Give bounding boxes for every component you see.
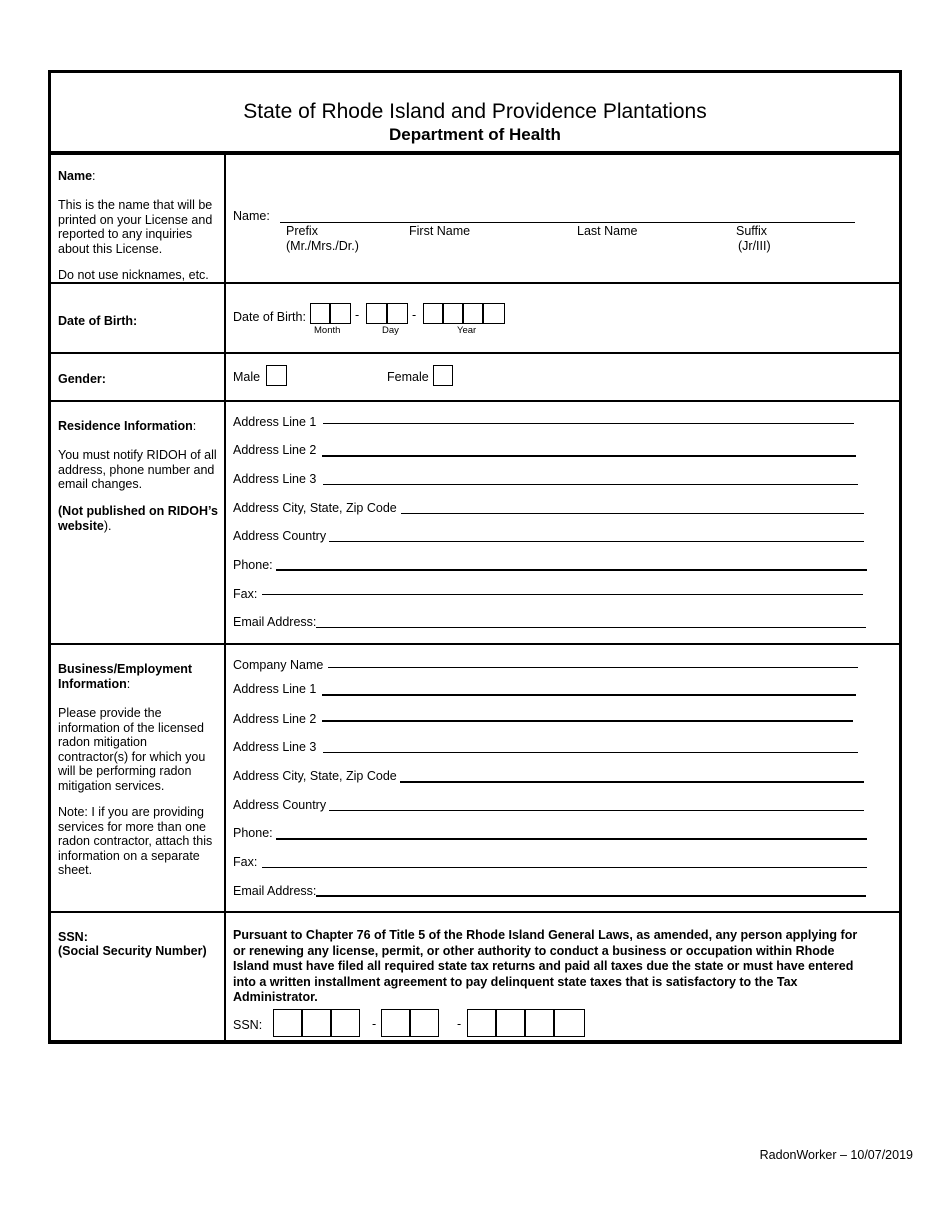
female-checkbox[interactable] bbox=[433, 365, 453, 386]
dob-field-label: Date of Birth: bbox=[233, 310, 306, 324]
res-fax-label: Fax: bbox=[233, 587, 258, 601]
dob-year-box-4[interactable] bbox=[483, 303, 505, 324]
bus-address1-label: Address Line 1 bbox=[233, 682, 317, 696]
res-email-label: Email Address: bbox=[233, 615, 317, 629]
name-description: This is the name that will be printed on your License and reported to any inquiries about this License. bbox=[58, 198, 213, 256]
res-address1-line[interactable] bbox=[323, 423, 854, 424]
res-city-line[interactable] bbox=[401, 513, 864, 514]
dob-year-box-1[interactable] bbox=[423, 303, 443, 324]
ssn-row bbox=[51, 913, 899, 1040]
name-row bbox=[51, 151, 899, 284]
residence-row bbox=[51, 402, 899, 645]
ssn-heading: SSN: bbox=[58, 930, 88, 944]
bus-email-line[interactable] bbox=[316, 895, 866, 897]
dob-heading: Date of Birth: bbox=[58, 314, 138, 328]
ssn-field-cell bbox=[226, 913, 899, 1040]
res-city-label: Address City, State, Zip Code bbox=[233, 501, 397, 515]
res-fax-line[interactable] bbox=[262, 594, 863, 595]
gender-heading: Gender: bbox=[58, 372, 106, 386]
dob-day-caption: Day bbox=[382, 325, 399, 336]
ssn-box-5[interactable] bbox=[410, 1009, 439, 1037]
name-field-cell bbox=[226, 151, 899, 282]
business-heading: Business/Employment Information: bbox=[58, 662, 193, 691]
ssn-box-6[interactable] bbox=[467, 1009, 496, 1037]
dob-field-cell bbox=[226, 284, 899, 352]
dob-label-cell bbox=[51, 284, 226, 352]
bus-address2-line[interactable] bbox=[322, 720, 853, 722]
business-description: Please provide the information of the licensed radon mitigation contractor(s) for which you will be performing radon mitigation services. bbox=[58, 706, 206, 793]
ssn-dash-1: - bbox=[372, 1017, 377, 1031]
suffix-label: Suffix bbox=[736, 224, 768, 238]
res-phone-line[interactable] bbox=[276, 569, 867, 571]
res-email-line[interactable] bbox=[316, 627, 866, 628]
bus-email-label: Email Address: bbox=[233, 884, 317, 898]
name-note: Do not use nicknames, etc. bbox=[58, 268, 209, 282]
prefix-hint: (Mr./Mrs./Dr.) bbox=[286, 239, 359, 253]
dob-month-box-2[interactable] bbox=[330, 303, 351, 324]
name-heading: Name: bbox=[58, 169, 96, 183]
form-subtitle: Department of Health bbox=[389, 125, 561, 144]
ssn-box-7[interactable] bbox=[496, 1009, 525, 1037]
bus-company-line[interactable] bbox=[328, 667, 858, 668]
application-form bbox=[48, 70, 902, 1044]
residence-description: You must notify RIDOH of all address, phone number and email changes. bbox=[58, 448, 217, 491]
ssn-field-label: SSN: bbox=[233, 1018, 263, 1032]
residence-field-cell bbox=[226, 402, 899, 643]
bus-address3-label: Address Line 3 bbox=[233, 740, 317, 754]
dob-year-box-2[interactable] bbox=[443, 303, 463, 324]
bus-address2-label: Address Line 2 bbox=[233, 712, 317, 726]
dob-day-box-2[interactable] bbox=[387, 303, 408, 324]
bus-phone-label: Phone: bbox=[233, 826, 273, 840]
name-field-label: Name: bbox=[233, 209, 270, 223]
female-label: Female bbox=[387, 370, 429, 384]
ssn-box-8[interactable] bbox=[525, 1009, 554, 1037]
ssn-box-3[interactable] bbox=[331, 1009, 360, 1037]
res-address2-label: Address Line 2 bbox=[233, 443, 317, 457]
business-field-cell bbox=[226, 645, 899, 911]
res-address2-line[interactable] bbox=[322, 455, 856, 457]
bus-phone-line[interactable] bbox=[276, 838, 867, 840]
ssn-box-9[interactable] bbox=[554, 1009, 585, 1037]
bus-address1-line[interactable] bbox=[322, 694, 856, 696]
res-address3-label: Address Line 3 bbox=[233, 472, 317, 486]
male-label: Male bbox=[233, 370, 261, 384]
bus-country-label: Address Country bbox=[233, 798, 327, 812]
res-address3-line[interactable] bbox=[323, 484, 858, 485]
bus-country-line[interactable] bbox=[329, 810, 864, 811]
dob-year-box-3[interactable] bbox=[463, 303, 483, 324]
form-title: State of Rhode Island and Providence Plantations bbox=[243, 100, 707, 123]
last-name-label: Last Name bbox=[577, 224, 638, 238]
business-row bbox=[51, 645, 899, 913]
ssn-heading-sub: (Social Security Number) bbox=[58, 944, 207, 958]
dob-row bbox=[51, 284, 899, 354]
form-footer: RadonWorker – 10/07/2019 bbox=[759, 1148, 913, 1162]
ssn-box-1[interactable] bbox=[273, 1009, 302, 1037]
dob-year-caption: Year bbox=[457, 325, 477, 336]
bus-address3-line[interactable] bbox=[323, 752, 858, 753]
ssn-box-4[interactable] bbox=[381, 1009, 410, 1037]
bus-city-line[interactable] bbox=[400, 781, 864, 783]
name-input-line[interactable] bbox=[280, 222, 855, 223]
dob-month-box-1[interactable] bbox=[310, 303, 330, 324]
prefix-label: Prefix bbox=[286, 224, 318, 238]
bus-fax-label: Fax: bbox=[233, 855, 258, 869]
gender-label-cell bbox=[51, 354, 226, 400]
form-header bbox=[51, 73, 899, 155]
residence-heading: Residence Information: bbox=[58, 419, 197, 433]
bus-city-label: Address City, State, Zip Code bbox=[233, 769, 397, 783]
first-name-label: First Name bbox=[409, 224, 471, 238]
tax-compliance-text: Pursuant to Chapter 76 of Title 5 of the Rhode Island General Laws, as amended, any person applying for or renewing any license, permit, or other authority to conduct a business or occupation within Rhode Island must have filed all required state tax returns and paid all taxes due the state or must have entered into a written installment agreement to pay delinquent state taxes that is satisfactory to the Tax Administrator. bbox=[233, 928, 858, 1004]
dob-month-caption: Month bbox=[314, 325, 341, 336]
res-phone-label: Phone: bbox=[233, 558, 273, 572]
ssn-dash-2: - bbox=[457, 1017, 462, 1031]
res-address1-label: Address Line 1 bbox=[233, 415, 317, 429]
gender-field-cell bbox=[226, 354, 899, 400]
bus-fax-line[interactable] bbox=[262, 867, 867, 868]
res-country-label: Address Country bbox=[233, 529, 327, 543]
dob-day-box-1[interactable] bbox=[366, 303, 387, 324]
dob-dash-2: - bbox=[412, 308, 417, 322]
residence-note: (Not published on RIDOH’s website). bbox=[58, 504, 218, 533]
res-country-line[interactable] bbox=[329, 541, 864, 542]
gender-row bbox=[51, 354, 899, 402]
name-label-cell bbox=[51, 151, 226, 282]
business-note: Note: I if you are providing services for more than one radon contractor, attach this information on a separate sheet. bbox=[58, 805, 213, 877]
residence-label-cell bbox=[51, 402, 226, 643]
ssn-box-2[interactable] bbox=[302, 1009, 331, 1037]
suffix-hint: (Jr/III) bbox=[738, 239, 771, 253]
ssn-label-cell bbox=[51, 913, 226, 1040]
dob-dash-1: - bbox=[355, 308, 360, 322]
bus-company-label: Company Name bbox=[233, 658, 324, 672]
business-label-cell bbox=[51, 645, 226, 911]
male-checkbox[interactable] bbox=[266, 365, 287, 386]
